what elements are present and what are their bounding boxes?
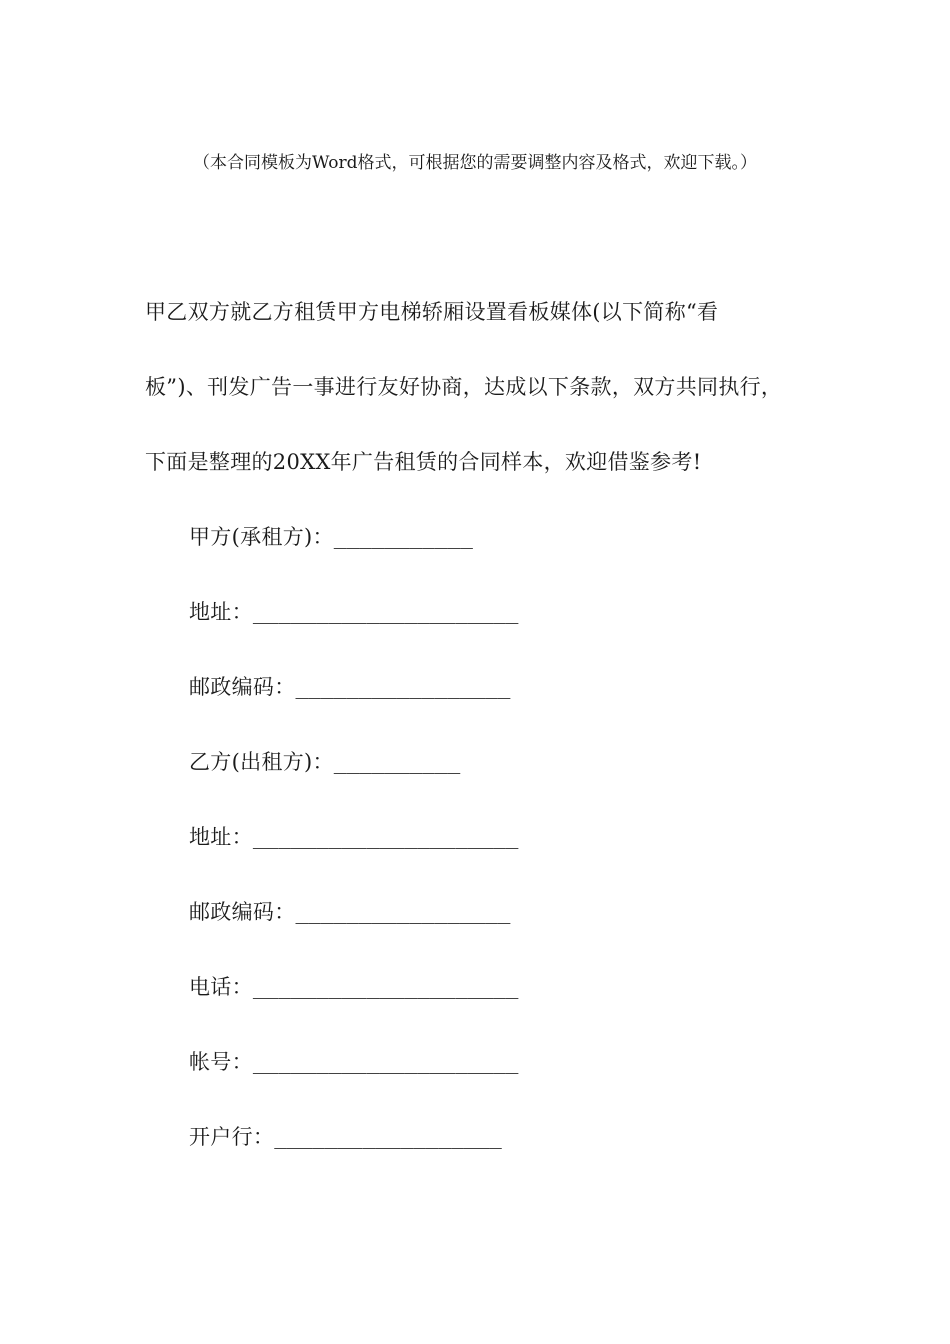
field-account: [189, 1047, 518, 1077]
field-party-b: [189, 747, 460, 777]
fill-blank: _________________: [295, 675, 511, 699]
fill-blank: ___________: [333, 525, 473, 549]
field-party-a-address: [189, 597, 518, 627]
fill-blank: _____________________: [252, 825, 519, 849]
field-label: 乙方(出租方)：: [189, 750, 334, 774]
field-label: 帐号：: [189, 1050, 253, 1074]
fill-blank: __________: [333, 750, 461, 774]
field-bank: [189, 1122, 502, 1152]
field-party-b-address: [189, 822, 518, 852]
intro-line: 甲乙双方就乙方租赁甲方电梯轿厢设置看板媒体(以下简称“看: [145, 300, 719, 324]
template-note: （本合同模板为Word格式，可根据您的需要调整内容及格式，欢迎下载。）: [192, 153, 758, 173]
field-label: 甲方(承租方)：: [189, 525, 334, 549]
field-phone: [189, 972, 518, 1002]
fill-blank: _____________________: [252, 975, 519, 999]
field-party-a-postcode: [189, 672, 510, 702]
field-label: 地址：: [189, 825, 253, 849]
fill-blank: _____________________: [252, 600, 519, 624]
field-party-a: [189, 522, 473, 552]
fill-blank: _____________________: [252, 1050, 519, 1074]
field-label: 地址：: [189, 600, 253, 624]
field-label: 开户行：: [189, 1125, 275, 1149]
intro-line: 板”)、刊发广告一事进行友好协商，达成以下条款，双方共同执行，: [145, 375, 783, 399]
field-label: 邮政编码：: [189, 900, 296, 924]
fill-blank: _________________: [295, 900, 511, 924]
field-party-b-postcode: [189, 897, 510, 927]
field-label: 邮政编码：: [189, 675, 296, 699]
fill-blank: __________________: [274, 1125, 502, 1149]
field-label: 电话：: [189, 975, 253, 999]
intro-line: 下面是整理的20XX年广告租赁的合同样本，欢迎借鉴参考!: [145, 450, 702, 474]
